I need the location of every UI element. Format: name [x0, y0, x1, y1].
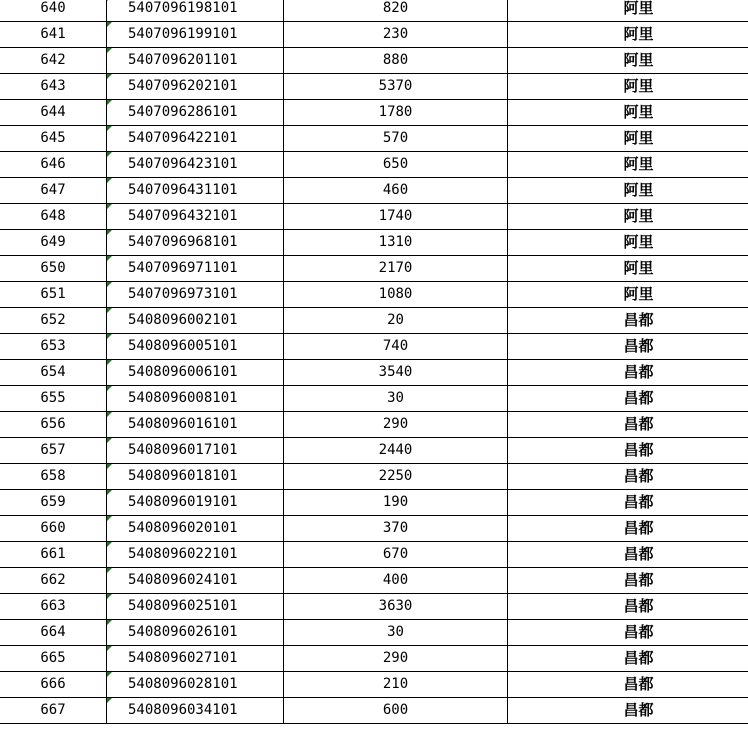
quantity-cell[interactable]: 3540: [284, 360, 508, 386]
quantity-cell[interactable]: 290: [284, 412, 508, 438]
table-row: [0, 74, 748, 100]
table-row: [0, 464, 748, 490]
table-row: [0, 282, 748, 308]
region-cell[interactable]: 昌都: [508, 334, 748, 360]
quantity-cell[interactable]: 30: [284, 620, 508, 646]
code-cell[interactable]: 5408096002101: [107, 308, 284, 334]
code-cell[interactable]: 5408096027101: [107, 646, 284, 672]
row-number-cell[interactable]: 646: [0, 152, 107, 178]
quantity-cell[interactable]: 290: [284, 646, 508, 672]
row-number-cell[interactable]: 651: [0, 282, 107, 308]
row-number-cell[interactable]: 643: [0, 74, 107, 100]
quantity-cell[interactable]: 600: [284, 698, 508, 724]
table-row: [0, 100, 748, 126]
table-row: [0, 698, 748, 724]
region-cell[interactable]: 昌都: [508, 412, 748, 438]
region-cell[interactable]: 昌都: [508, 698, 748, 724]
quantity-cell[interactable]: 30: [284, 386, 508, 412]
table-row: [0, 516, 748, 542]
code-cell[interactable]: 5408096024101: [107, 568, 284, 594]
quantity-cell[interactable]: 190: [284, 490, 508, 516]
quantity-cell[interactable]: 1310: [284, 230, 508, 256]
region-cell[interactable]: 昌都: [508, 308, 748, 334]
quantity-cell[interactable]: 820: [284, 0, 508, 22]
quantity-cell[interactable]: 1080: [284, 282, 508, 308]
row-number-cell[interactable]: 662: [0, 568, 107, 594]
quantity-cell[interactable]: 1740: [284, 204, 508, 230]
quantity-cell[interactable]: 370: [284, 516, 508, 542]
code-cell[interactable]: 5408096022101: [107, 542, 284, 568]
row-number-cell[interactable]: 659: [0, 490, 107, 516]
region-cell[interactable]: 昌都: [508, 464, 748, 490]
table-row: [0, 308, 748, 334]
table-row: [0, 594, 748, 620]
table-row: [0, 204, 748, 230]
region-cell[interactable]: 昌都: [508, 646, 748, 672]
code-cell[interactable]: 5407096199101: [107, 22, 284, 48]
row-number-cell[interactable]: 649: [0, 230, 107, 256]
region-cell[interactable]: 昌都: [508, 360, 748, 386]
region-cell[interactable]: 昌都: [508, 386, 748, 412]
quantity-cell[interactable]: 460: [284, 178, 508, 204]
code-cell[interactable]: 5407096968101: [107, 230, 284, 256]
region-cell[interactable]: 阿里: [508, 22, 748, 48]
quantity-cell[interactable]: 570: [284, 126, 508, 152]
table-row: [0, 48, 748, 74]
row-number-cell[interactable]: 653: [0, 334, 107, 360]
code-cell[interactable]: 5408096026101: [107, 620, 284, 646]
quantity-cell[interactable]: 2250: [284, 464, 508, 490]
region-cell[interactable]: 阿里: [508, 48, 748, 74]
row-number-cell[interactable]: 658: [0, 464, 107, 490]
row-number-cell[interactable]: 641: [0, 22, 107, 48]
row-number-cell[interactable]: 645: [0, 126, 107, 152]
table-row: [0, 230, 748, 256]
row-number-cell[interactable]: 647: [0, 178, 107, 204]
code-cell[interactable]: 5407096202101: [107, 74, 284, 100]
quantity-cell[interactable]: 400: [284, 568, 508, 594]
row-number-cell[interactable]: 642: [0, 48, 107, 74]
code-cell[interactable]: 5407096431101: [107, 178, 284, 204]
quantity-cell[interactable]: 2170: [284, 256, 508, 282]
region-cell[interactable]: 昌都: [508, 568, 748, 594]
row-number-cell[interactable]: 640: [0, 0, 107, 22]
row-number-cell[interactable]: 667: [0, 698, 107, 724]
table-row: [0, 620, 748, 646]
quantity-cell[interactable]: 5370: [284, 74, 508, 100]
quantity-cell[interactable]: 670: [284, 542, 508, 568]
table-row: [0, 126, 748, 152]
table-row: [0, 386, 748, 412]
code-cell[interactable]: 5408096005101: [107, 334, 284, 360]
table-row: [0, 542, 748, 568]
row-number-cell[interactable]: 650: [0, 256, 107, 282]
row-number-cell[interactable]: 644: [0, 100, 107, 126]
table-row: [0, 438, 748, 464]
code-cell[interactable]: 5407096973101: [107, 282, 284, 308]
code-cell[interactable]: 5408096025101: [107, 594, 284, 620]
row-number-cell[interactable]: 664: [0, 620, 107, 646]
code-cell[interactable]: 5408096020101: [107, 516, 284, 542]
table-row: [0, 646, 748, 672]
quantity-cell[interactable]: 210: [284, 672, 508, 698]
code-cell[interactable]: 5408096006101: [107, 360, 284, 386]
table-row: [0, 568, 748, 594]
code-cell[interactable]: 5407096201101: [107, 48, 284, 74]
region-cell[interactable]: 阿里: [508, 0, 748, 22]
region-cell[interactable]: 阿里: [508, 100, 748, 126]
quantity-cell[interactable]: 880: [284, 48, 508, 74]
region-cell[interactable]: 阿里: [508, 126, 748, 152]
table-row: [0, 412, 748, 438]
row-number-cell[interactable]: 656: [0, 412, 107, 438]
code-cell[interactable]: 5407096423101: [107, 152, 284, 178]
region-cell[interactable]: 阿里: [508, 204, 748, 230]
row-number-cell[interactable]: 652: [0, 308, 107, 334]
code-cell[interactable]: 5408096028101: [107, 672, 284, 698]
row-number-cell[interactable]: 655: [0, 386, 107, 412]
code-cell[interactable]: 5407096971101: [107, 256, 284, 282]
table-row: [0, 490, 748, 516]
table-row: [0, 22, 748, 48]
quantity-cell[interactable]: 3630: [284, 594, 508, 620]
row-number-cell[interactable]: 660: [0, 516, 107, 542]
row-number-cell[interactable]: 661: [0, 542, 107, 568]
region-cell[interactable]: 阿里: [508, 256, 748, 282]
quantity-cell[interactable]: 650: [284, 152, 508, 178]
code-cell[interactable]: 5408096019101: [107, 490, 284, 516]
region-cell[interactable]: 昌都: [508, 620, 748, 646]
row-number-cell[interactable]: 665: [0, 646, 107, 672]
code-cell[interactable]: 5407096432101: [107, 204, 284, 230]
table-row: [0, 178, 748, 204]
region-cell[interactable]: 阿里: [508, 178, 748, 204]
region-cell[interactable]: 昌都: [508, 516, 748, 542]
table-row: [0, 334, 748, 360]
quantity-cell[interactable]: 740: [284, 334, 508, 360]
code-cell[interactable]: 5408096008101: [107, 386, 284, 412]
quantity-cell[interactable]: 2440: [284, 438, 508, 464]
code-cell[interactable]: 5408096016101: [107, 412, 284, 438]
quantity-cell[interactable]: 230: [284, 22, 508, 48]
region-cell[interactable]: 昌都: [508, 542, 748, 568]
code-cell[interactable]: 5407096198101: [107, 0, 284, 22]
code-cell[interactable]: 5407096286101: [107, 100, 284, 126]
code-cell[interactable]: 5408096017101: [107, 438, 284, 464]
region-cell[interactable]: 阿里: [508, 230, 748, 256]
region-cell[interactable]: 阿里: [508, 74, 748, 100]
table-row: [0, 360, 748, 386]
code-cell[interactable]: 5408096018101: [107, 464, 284, 490]
quantity-cell[interactable]: 1780: [284, 100, 508, 126]
region-cell[interactable]: 昌都: [508, 594, 748, 620]
row-number-cell[interactable]: 663: [0, 594, 107, 620]
row-number-cell[interactable]: 657: [0, 438, 107, 464]
region-cell[interactable]: 昌都: [508, 490, 748, 516]
table-row: [0, 256, 748, 282]
region-cell[interactable]: 阿里: [508, 282, 748, 308]
region-cell[interactable]: 阿里: [508, 152, 748, 178]
row-number-cell[interactable]: 666: [0, 672, 107, 698]
code-cell[interactable]: 5408096034101: [107, 698, 284, 724]
row-number-cell[interactable]: 654: [0, 360, 107, 386]
quantity-cell[interactable]: 20: [284, 308, 508, 334]
table-row: [0, 672, 748, 698]
region-cell[interactable]: 昌都: [508, 672, 748, 698]
table-row: [0, 152, 748, 178]
table-row: [0, 0, 748, 22]
code-cell[interactable]: 5407096422101: [107, 126, 284, 152]
region-cell[interactable]: 昌都: [508, 438, 748, 464]
row-number-cell[interactable]: 648: [0, 204, 107, 230]
